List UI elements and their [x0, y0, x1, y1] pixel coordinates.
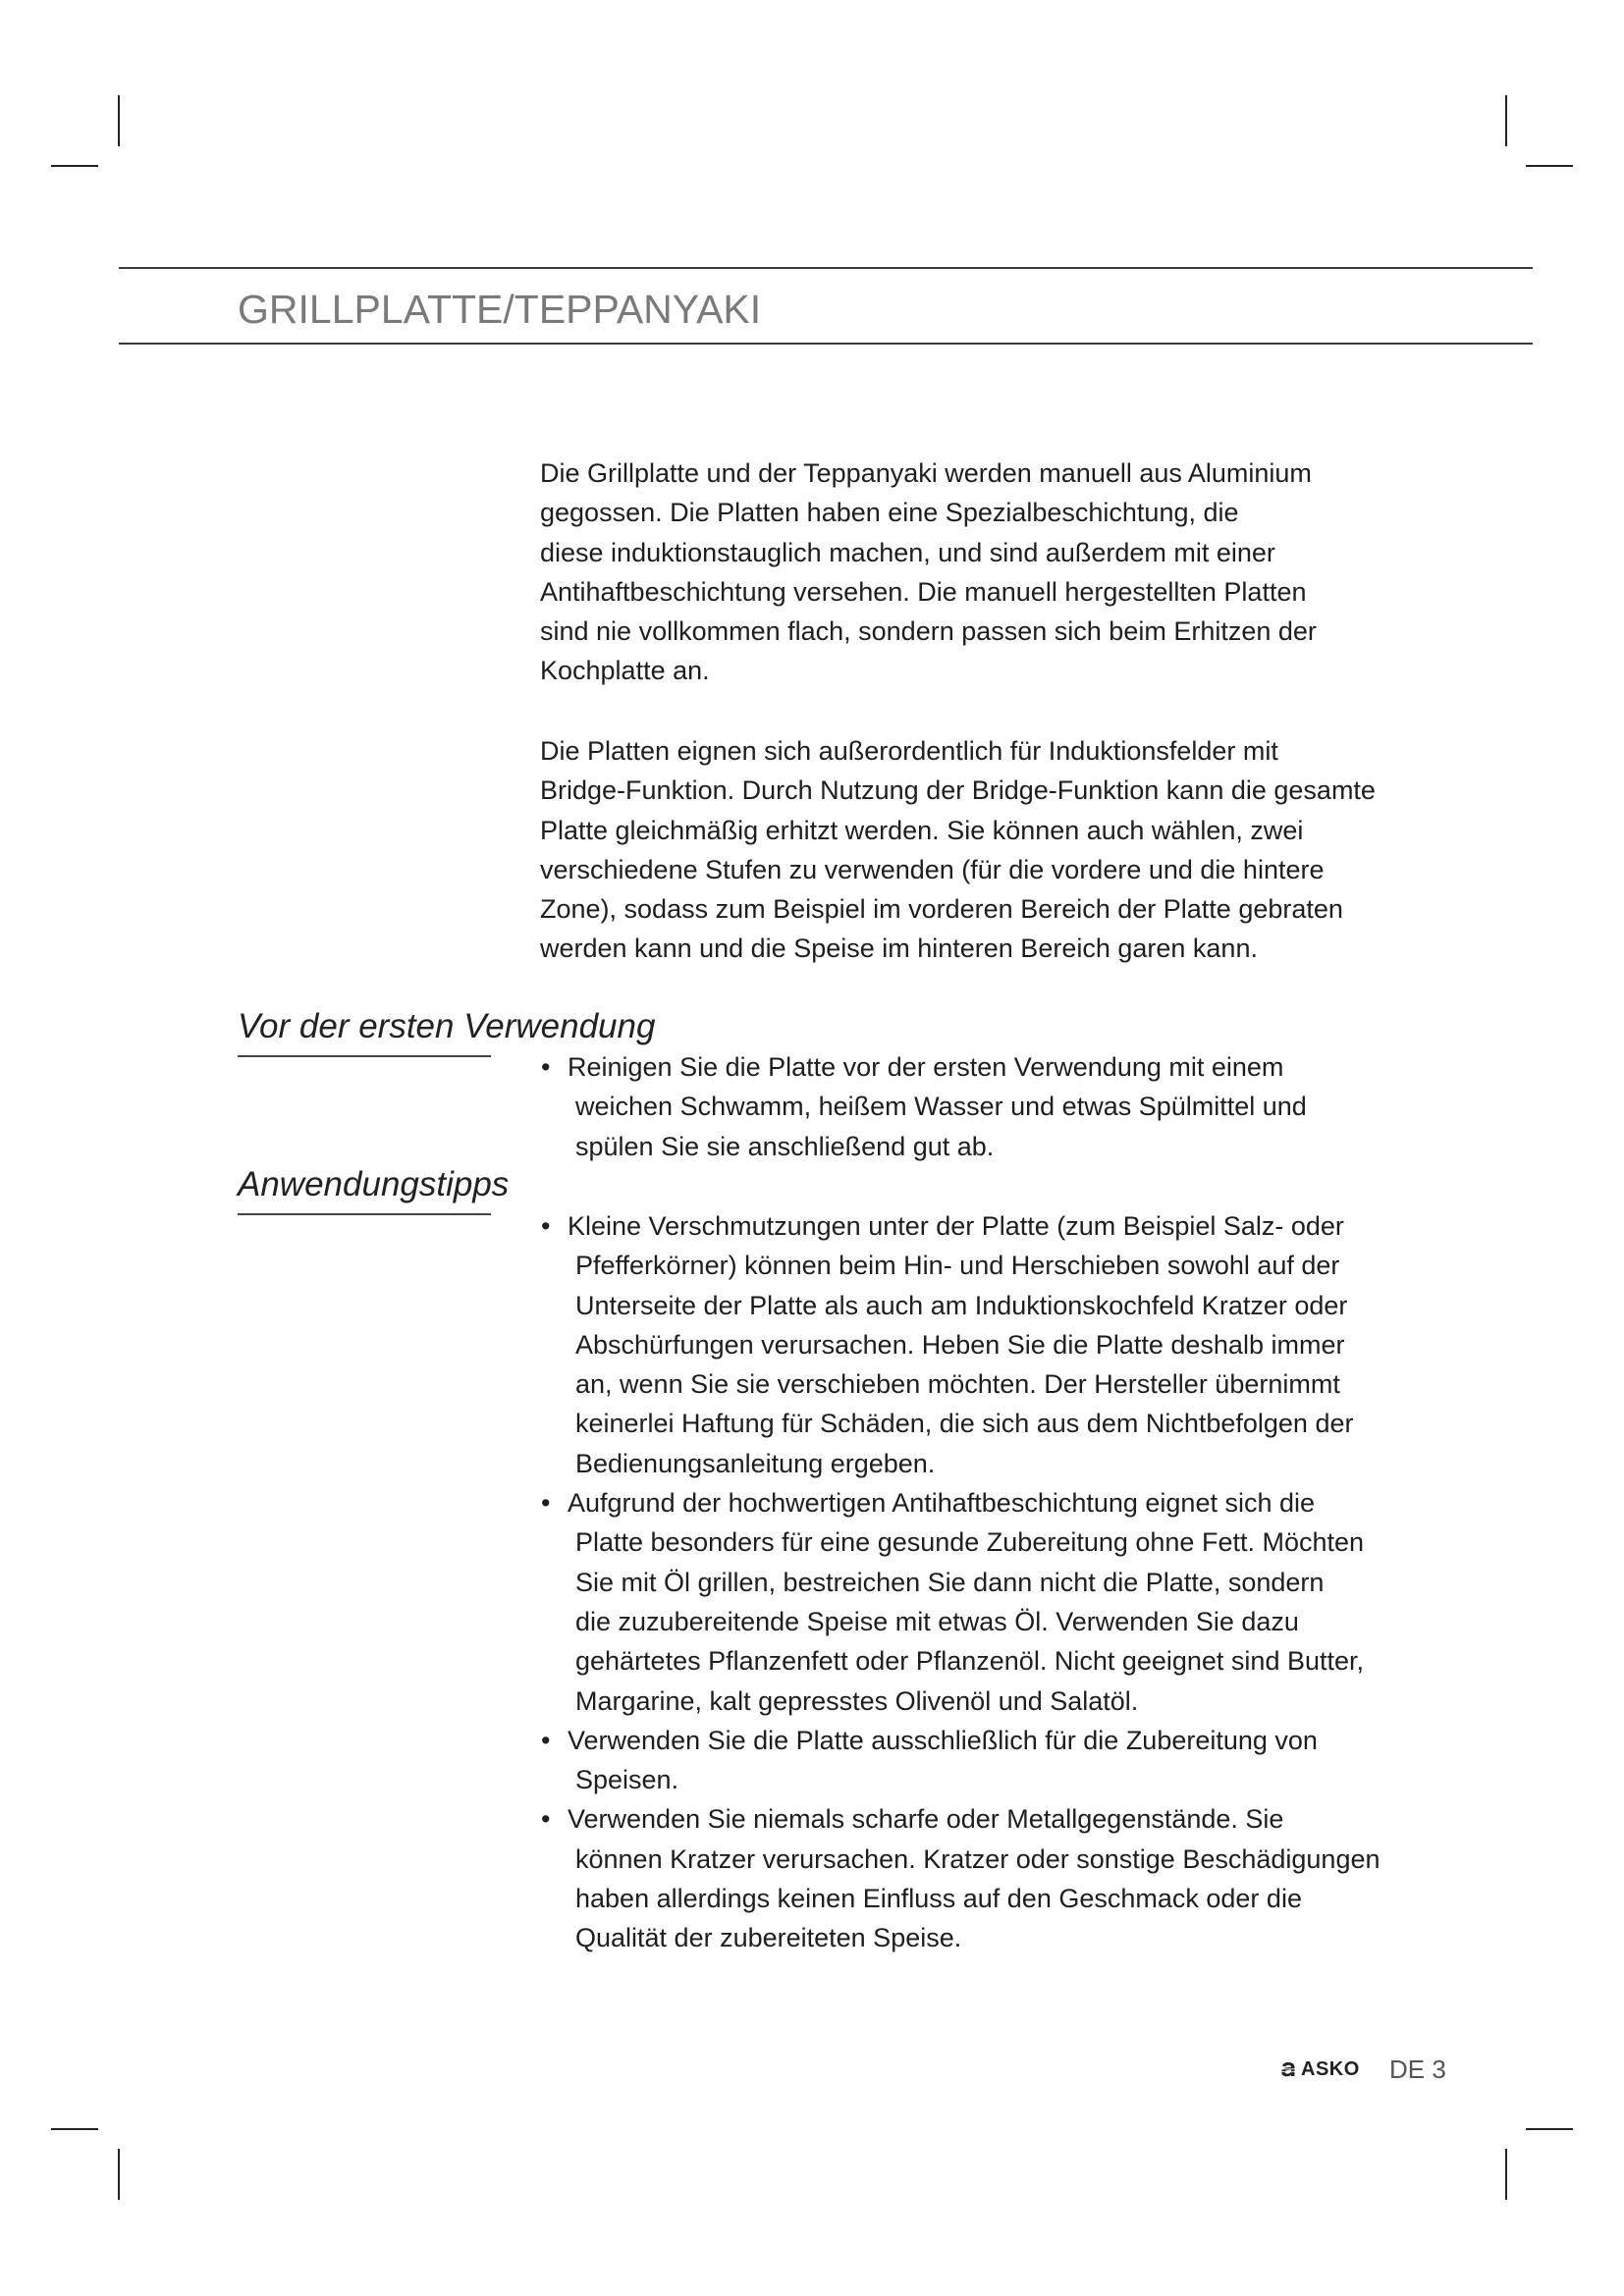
- list-item: [539, 1047, 1307, 1166]
- list-item: [539, 1799, 1380, 1957]
- text-line: Unterseite der Platte als auch am Induktionskochfeld Kratzer oder: [575, 1290, 1348, 1320]
- text-line: spülen Sie sie anschließend gut ab.: [575, 1131, 995, 1161]
- section-heading-usage-tips: Anwendungstipps: [238, 1165, 510, 1203]
- text-line: Abschürfungen verursachen. Heben Sie die Platte deshalb immer: [575, 1329, 1345, 1360]
- section-heading-first-use: Vor der ersten Verwendung: [238, 1007, 656, 1045]
- bullet-marker: •: [541, 1488, 551, 1519]
- text-line: Antihaftbeschichtung versehen. Die manuell hergestellten Platten: [540, 576, 1307, 607]
- text-line: Kochplatte an.: [540, 656, 710, 686]
- text-line: verschiedene Stufen zu verwenden (für die vordere und die hintere: [540, 854, 1325, 884]
- text-line: Aufgrund der hochwertigen Antihaftbeschichtung eignet sich die: [568, 1488, 1316, 1519]
- crop-mark-top-left-horizontal: [51, 165, 98, 167]
- text-line: sind nie vollkommen flach, sondern passen sich beim Erhitzen der: [540, 616, 1317, 647]
- text-line: diese induktionstauglich machen, und sind außerdem mit einer: [540, 537, 1275, 567]
- text-line: Bedienungsanleitung ergeben.: [575, 1448, 936, 1478]
- text-line: Verwenden Sie die Platte ausschließlich für die Zubereitung von: [568, 1725, 1318, 1755]
- text-line: gehärtetes Pflanzenfett oder Pflanzenöl. Nicht geeignet sind Butter,: [575, 1646, 1365, 1677]
- crop-mark-top-right-vertical: [1505, 95, 1507, 146]
- text-line: Platte besonders für eine gesunde Zubereitung ohne Fett. Möchten: [575, 1527, 1365, 1558]
- crop-mark-top-left-vertical: [118, 95, 120, 146]
- list-item: [539, 1206, 1380, 1483]
- header-top-rule: [119, 267, 1533, 269]
- text-line: Sie mit Öl grillen, bestreichen Sie dann nicht die Platte, sondern: [575, 1567, 1325, 1597]
- crop-mark-bottom-left-vertical: [118, 2149, 120, 2200]
- text-line: weichen Schwamm, heißem Wasser und etwas Spülmittel und: [575, 1092, 1307, 1122]
- first-use-list: [539, 1047, 1307, 1166]
- usage-tips-list: [539, 1206, 1380, 1958]
- brand-name: ASKO: [1301, 2058, 1360, 2080]
- list-item: [539, 1721, 1380, 1800]
- page-title: GRILLPLATTE/TEPPANYAKI: [238, 287, 762, 332]
- text-line: Die Grillplatte und der Teppanyaki werden manuell aus Aluminium: [540, 458, 1312, 488]
- bullet-marker: •: [541, 1725, 551, 1755]
- text-line: haben allerdings keinen Einfluss auf den Geschmack oder die: [575, 1884, 1302, 1914]
- bullet-marker: •: [541, 1052, 551, 1082]
- text-line: Kleine Verschmutzungen unter der Platte (zum Beispiel Salz- oder: [568, 1211, 1344, 1241]
- asko-logo-icon: [1280, 2061, 1297, 2077]
- text-line: Bridge-Funktion. Durch Nutzung der Bridge-Funktion kann die gesamte: [540, 775, 1376, 806]
- crop-mark-bottom-right-horizontal: [1526, 2128, 1573, 2130]
- text-line: können Kratzer verursachen. Kratzer oder sonstige Beschädigungen: [575, 1843, 1380, 1874]
- text-line: werden kann und die Speise im hinteren Bereich garen kann.: [540, 934, 1258, 964]
- page-number: DE 3: [1389, 2055, 1446, 2084]
- bullet-marker: •: [541, 1211, 551, 1241]
- crop-mark-bottom-right-vertical: [1505, 2149, 1507, 2200]
- text-line: an, wenn Sie sie verschieben möchten. Der Hersteller übernimmt: [575, 1369, 1340, 1400]
- text-line: Qualität der zubereiteten Speise.: [575, 1923, 962, 1953]
- header-bottom-rule: [119, 343, 1533, 345]
- text-line: Platte gleichmäßig erhitzt werden. Sie können auch wählen, zwei: [540, 815, 1304, 845]
- text-line: gegossen. Die Platten haben eine Spezialbeschichtung, die: [540, 498, 1239, 528]
- brand-logo: [1280, 2056, 1360, 2082]
- crop-mark-top-right-horizontal: [1526, 165, 1573, 167]
- section-heading-underline: [238, 1055, 491, 1057]
- crop-mark-bottom-left-horizontal: [51, 2128, 98, 2130]
- text-line: Reinigen Sie die Platte vor der ersten Verwendung mit einem: [568, 1052, 1284, 1082]
- text-line: Pfefferkörner) können beim Hin- und Herschieben sowohl auf der: [575, 1251, 1340, 1281]
- list-item: [539, 1483, 1380, 1721]
- text-line: die zuzubereitende Speise mit etwas Öl. Verwenden Sie dazu: [575, 1606, 1299, 1636]
- text-line: Verwenden Sie niemals scharfe oder Metallgegenstände. Sie: [568, 1804, 1284, 1835]
- text-line: Zone), sodass zum Beispiel im vorderen Bereich der Platte gebraten: [540, 894, 1343, 925]
- intro-paragraph-2: [540, 731, 1376, 969]
- intro-paragraph-1: [540, 454, 1317, 691]
- section-heading-underline: [238, 1213, 491, 1215]
- text-line: Margarine, kalt gepresstes Olivenöl und Salatöl.: [575, 1685, 1139, 1716]
- text-line: Die Platten eignen sich außerordentlich für Induktionsfelder mit: [540, 736, 1278, 766]
- text-line: keinerlei Haftung für Schäden, die sich aus dem Nichtbefolgen der: [575, 1409, 1354, 1439]
- text-line: Speisen.: [575, 1765, 679, 1795]
- bullet-marker: •: [541, 1804, 551, 1835]
